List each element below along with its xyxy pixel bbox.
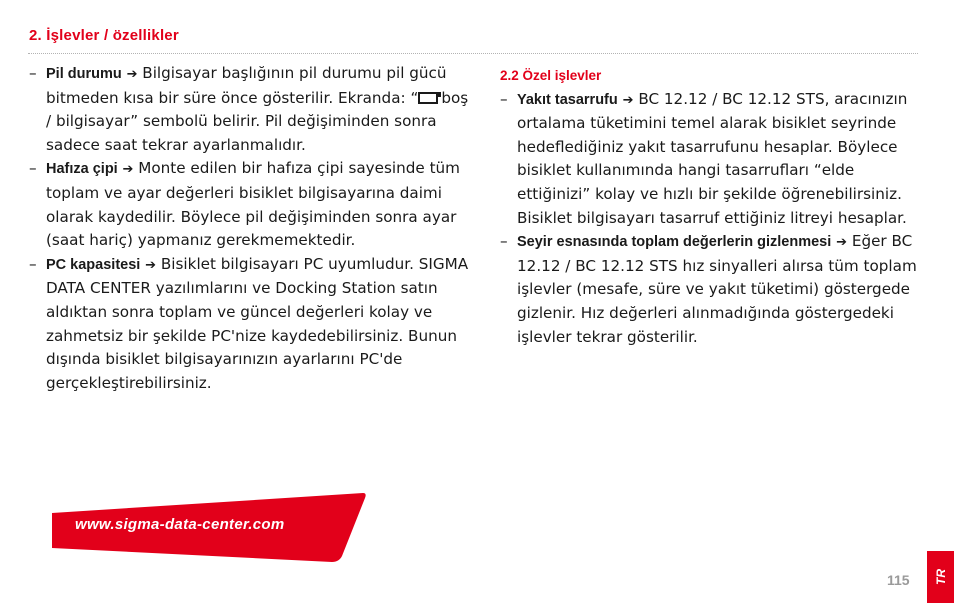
list-dash: – [29,254,37,273]
item-text: Bilgisayar başlığının pil durumu pil gücü bitmeden kısa bir süre önce gösterilir. Ekranda: “ [46,64,447,107]
term-label: Pil durumu [46,66,122,82]
list-item-pc-capability [29,253,469,396]
term-label: PC kapasitesi [46,256,141,273]
arrow-icon: ➔ [622,92,634,108]
subsection-title: 2.2 Özel işlevler [500,68,602,83]
item-text: BC 12.12 / BC 12.12 STS, aracınızın ortalama tüketimini temel alarak bisiklet seyrinde hedeflediğiniz yakıt tasarrufunu hesaplar. Böylece bisiklet kullanımında hangi tasarrufları “elde ettiğinizi” kolay ve hızlı bir şekilde öğrenebilirsiniz. Bisiklet bilgisayarı tasarruf ettiğiniz litreyi hesaplar. [517,89,908,227]
arrow-icon: ➔ [145,257,157,273]
website-link[interactable]: www.sigma-data-center.com [75,516,285,533]
list-item-hide-totals [500,230,920,349]
list-item-fuel-saving [500,88,920,231]
item-text: Eğer BC 12.12 / BC 12.12 STS hız sinyalleri alırsa tüm toplam işlevler (mesafe, süre ve yakıt tüketimi) göstergede gizlenir. Hız değerleri alınmadığında göstergedeki işlevler tekrar gösterilir. [517,232,917,346]
list-dash: – [29,64,37,82]
term-label: Yakıt tasarrufu [517,91,618,108]
arrow-icon: ➔ [122,162,134,178]
list-item-memory-chip [29,157,469,252]
list-dash: – [500,89,508,108]
item-text: Bisiklet bilgisayarı PC uyumludur. SIGMA DATA CENTER yazılımlarını ve Docking Station satın aldıktan sonra toplam ve güncel değerleri kolay ve zahmetsiz bir şekilde PC'nize kaydedebilirsiniz. Bunun dışında bisiklet bilgisayarınızın ayarlarını PC'de gerçekleştirebilirsiniz. [46,254,469,392]
item-text-continued: boş / bilgisayar” sembolü belirir. Pil değişiminden sonra sadece saat tekrar ayarlanmalıdır. [46,88,469,154]
arrow-icon: ➔ [126,67,138,82]
page-number: 115 [887,572,910,588]
term-label: Seyir esnasında toplam değerlerin gizlenmesi [517,234,832,251]
language-label: TR [933,569,948,585]
battery-icon [418,92,438,104]
section-title: 2. İşlevler / özellikler [29,27,179,44]
term-label: Hafıza çipi [46,161,118,178]
right-column [500,62,920,349]
list-dash: – [29,159,37,178]
language-tab [927,551,954,603]
list-item-battery-status [29,62,469,157]
list-dash: – [500,232,508,251]
item-text: Monte edilen bir hafıza çipi sayesinde tüm toplam ve ayar değerleri bisiklet bilgisayarına daimi olarak kaydedilir. Böylece pil değişiminden sonra ayar (saat hariç) yapmanız gerekmemektedir. [46,159,460,250]
dotted-divider [28,53,918,54]
arrow-icon: ➔ [836,235,848,251]
left-column [29,62,469,395]
